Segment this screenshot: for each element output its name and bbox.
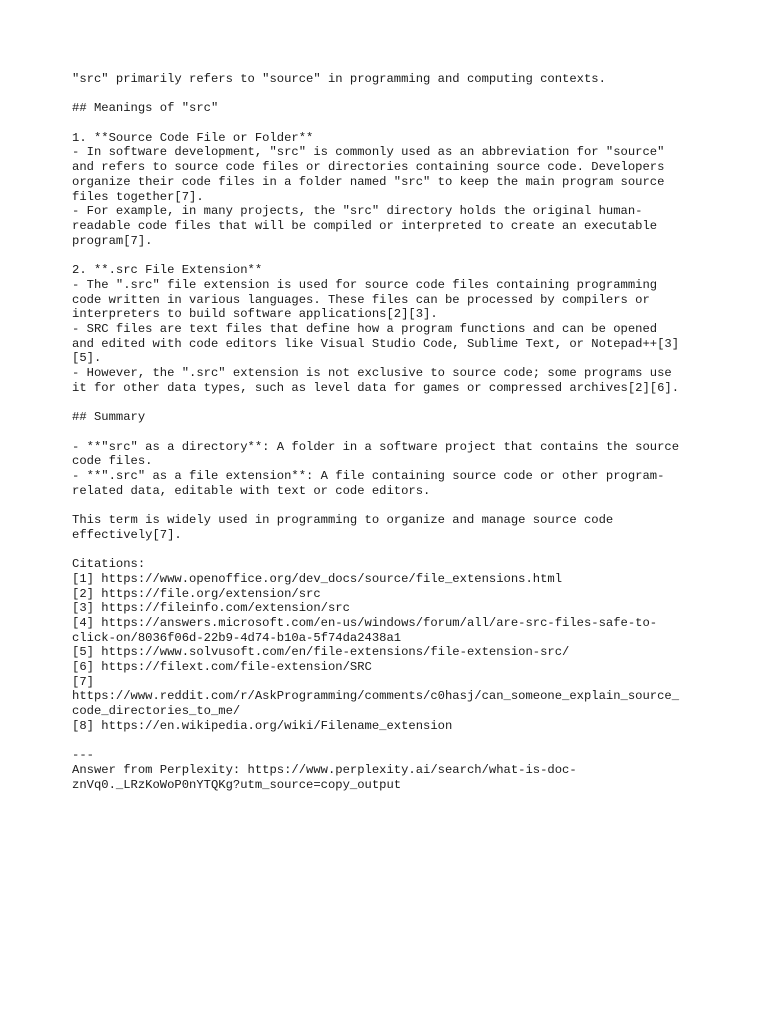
summary-line: code files. xyxy=(72,454,153,469)
citation-line: [3] https://fileinfo.com/extension/src xyxy=(72,601,350,616)
item1-line: organize their code files in a folder named "src" to keep the main program source xyxy=(72,174,665,189)
footer-line: znVq0._LRzKoWoP0nYTQKg?utm_source=copy_output xyxy=(72,777,402,792)
item2-line: interpreters to build software applications[2][3]. xyxy=(72,307,438,322)
item1-line: and refers to source code files or directories containing source code. Developers xyxy=(72,160,665,175)
separator: --- xyxy=(72,748,94,763)
heading-meanings: ## Meanings of "src" xyxy=(72,101,219,116)
item2-line: code written in various languages. These files can be processed by compilers or xyxy=(72,292,650,307)
blank-line xyxy=(72,87,712,102)
item1-line: - In software development, "src" is commonly used as an abbreviation for "source" xyxy=(72,145,665,160)
footer-line: Answer from Perplexity: https://www.perplexity.ai/search/what-is-doc- xyxy=(72,762,577,777)
citation-line: [2] https://file.org/extension/src xyxy=(72,586,321,601)
citation-line: click-on/8036f06d-22b9-4d74-b10a-5f74da2438a1 xyxy=(72,630,402,645)
item1-line: - For example, in many projects, the "src" directory holds the original human- xyxy=(72,204,643,219)
item2-line: and edited with code editors like Visual Studio Code, Sublime Text, or Notepad++[3] xyxy=(72,336,680,351)
blank-line xyxy=(72,116,712,131)
citation-line: [4] https://answers.microsoft.com/en-us/windows/forum/all/are-src-files-safe-to- xyxy=(72,615,658,630)
citation-line: [5] https://www.solvusoft.com/en/file-extensions/file-extension-src/ xyxy=(72,645,570,660)
citation-line: [6] https://filext.com/file-extension/SRC xyxy=(72,660,372,675)
item2-title: 2. **.src File Extension** xyxy=(72,263,263,278)
citations-label: Citations: xyxy=(72,557,146,572)
blank-line xyxy=(72,498,712,513)
closing-line: This term is widely used in programming to organize and manage source code xyxy=(72,513,614,527)
item2-line: - However, the ".src" extension is not exclusive to source code; some programs use xyxy=(72,366,672,381)
item1-line: files together[7]. xyxy=(72,189,204,204)
item2-line: - The ".src" file extension is used for source code files containing programming xyxy=(72,277,658,292)
blank-line xyxy=(72,395,712,410)
blank-line xyxy=(72,248,712,263)
citation-line: [7] xyxy=(72,674,94,689)
blank-line xyxy=(72,425,712,440)
closing-line: effectively[7]. xyxy=(72,527,182,542)
citation-line: https://www.reddit.com/r/AskProgramming/comments/c0hasj/can_someone_explain_source_ xyxy=(72,689,680,704)
citation-line: [8] https://en.wikipedia.org/wiki/Filename_extension xyxy=(72,718,453,733)
summary-line: - **".src" as a file extension**: A file containing source code or other program- xyxy=(72,468,665,483)
item1-line: program[7]. xyxy=(72,233,153,248)
item2-line: it for other data types, such as level data for games or compressed archives[2][6]. xyxy=(72,380,680,395)
citation-line: code_directories_to_me/ xyxy=(72,704,241,719)
item1-line: readable code files that will be compiled or interpreted to create an executable xyxy=(72,219,658,233)
item2-line: - SRC files are text files that define how a program functions and can be opened xyxy=(72,321,658,336)
blank-line xyxy=(72,542,712,557)
intro-text: "src" primarily refers to "source" in programming and computing contexts. xyxy=(72,72,606,86)
item1-title: 1. **Source Code File or Folder** xyxy=(72,130,314,145)
citation-line: [1] https://www.openoffice.org/dev_docs/source/file_extensions.html xyxy=(72,571,563,586)
summary-line: related data, editable with text or code editors. xyxy=(72,483,431,498)
item2-line: [5]. xyxy=(72,351,102,366)
document-page xyxy=(72,72,712,792)
blank-line xyxy=(72,734,712,749)
heading-summary: ## Summary xyxy=(72,410,146,425)
summary-line: - **"src" as a directory**: A folder in a software project that contains the source xyxy=(72,439,680,454)
